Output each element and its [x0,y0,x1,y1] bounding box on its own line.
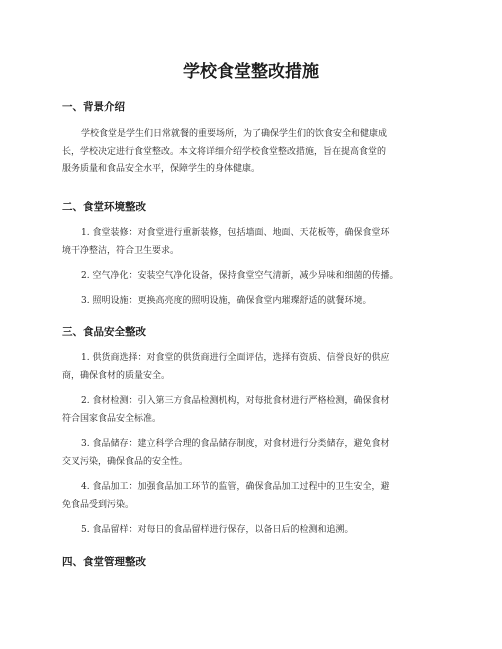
paragraph-processing [62,479,442,514]
paragraph-line: 免食品受到污染。 [62,499,135,510]
document-title: 学校食堂整改措施 [183,62,319,82]
paragraph-background [62,126,442,179]
paragraph-line: 4. 食品加工：加强食品加工环节的监管，确保食品加工过程中的卫生安全，避 [81,482,390,492]
paragraph-line: 符合国家食品安全标准。 [62,413,162,424]
paragraph-inspection [62,393,442,428]
paragraph-line: 服务质量和食品安全水平，保障学生的身体健康。 [62,164,261,174]
paragraph-line: 长，学校决定进行食堂整改。本文将详细介绍学校食堂整改措施，旨在提高食堂的 [62,146,387,157]
section-heading-background: 一、背景介绍 [62,101,125,113]
paragraph-line: 交叉污染，确保食品的安全性。 [62,456,189,467]
paragraph-line: 1. 食堂装修：对食堂进行重新装修，包括墙面、地面、天花板等，确保食堂环 [81,228,390,238]
paragraph-line: 2. 空气净化：安装空气净化设备，保持食堂空气清新，减少异味和细菌的传播。 [81,271,399,281]
paragraph-line: 3. 食品储存：建立科学合理的食品储存制度，对食材进行分类储存，避免食材 [81,439,390,449]
paragraph-lighting [62,293,442,311]
paragraph-line: 境干净整洁，符合卫生要求。 [62,245,180,256]
section-heading-environment: 二、食堂环境整改 [62,201,146,213]
paragraph-line: 2. 食材检测：引入第三方食品检测机构，对每批食材进行严格检测，确保食材 [81,396,390,406]
paragraph-sample-retention [62,522,442,540]
section-heading-food-safety: 三、食品安全整改 [62,326,146,338]
paragraph-line: 1. 供货商选择：对食堂的供货商进行全面评估，选择有资质、信誉良好的供应 [81,353,390,363]
paragraph-line: 3. 照明设施：更换高亮度的照明设施，确保食堂内璀璨舒适的就餐环境。 [81,296,372,306]
section-heading-management: 四、食堂管理整改 [62,556,146,568]
paragraph-line: 学校食堂是学生们日常就餐的重要场所，为了确保学生们的饮食安全和健康成 [81,129,388,139]
paragraph-line: 5. 食品留样：对每日的食品留样进行保存，以备日后的检测和追溯。 [81,525,354,535]
paragraph-supplier [62,350,442,385]
paragraph-air-purification [62,268,442,286]
paragraph-storage [62,436,442,471]
paragraph-renovation [62,225,442,260]
paragraph-line: 商，确保食材的质量安全。 [62,370,171,381]
